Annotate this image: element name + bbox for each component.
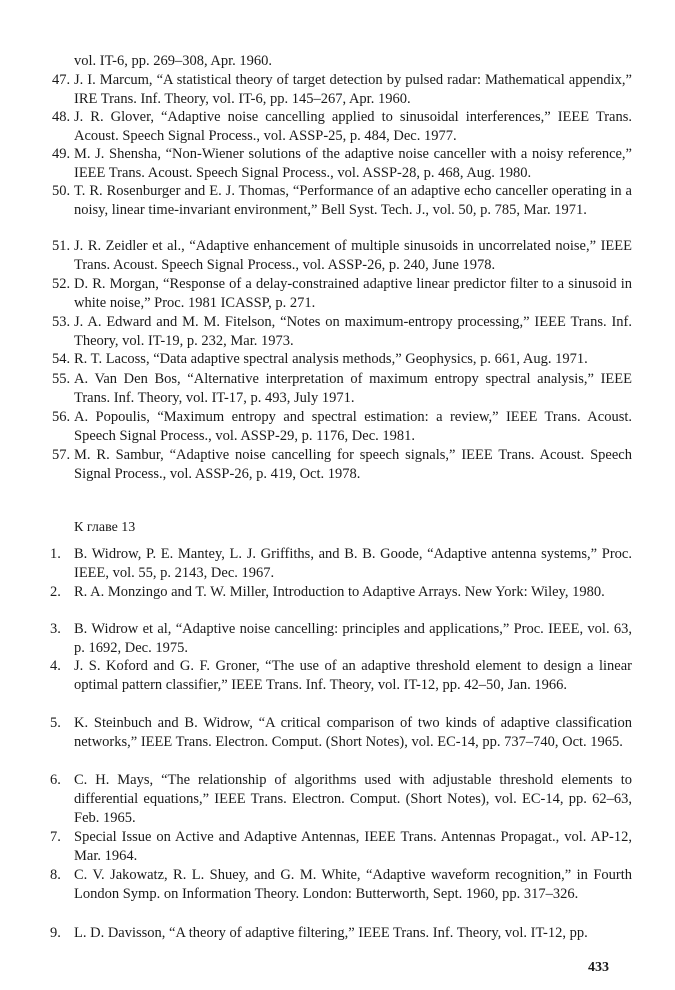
- reference-text: J. S. Koford and G. F. Groner, “The use of an adaptive threshold element to design a linear optimal pattern classifier,” IEEE Trans. Inf. Theory, vol. IT-12, pp. 42–50, Jan. 1966.: [74, 658, 632, 693]
- reference-item: [50, 583, 632, 602]
- reference-item: [50, 620, 632, 658]
- reference-number: 52.: [52, 276, 71, 292]
- reference-number: 54.: [52, 351, 71, 367]
- reference-text: R. A. Monzingo and T. W. Miller, Introduction to Adaptive Arrays. New York: Wiley, 1980.: [74, 584, 605, 600]
- reference-text: J. R. Zeidler et al., “Adaptive enhancement of multiple sinusoids in uncorrelated noise,” IEEE Trans. Acoust. Speech Signal Process., vol. ASSP-26, p. 240, June 1978.: [74, 238, 632, 273]
- reference-number: 53.: [52, 314, 71, 330]
- reference-item: [50, 924, 632, 943]
- reference-text: M. R. Sambur, “Adaptive noise cancelling for speech signals,” IEEE Trans. Acoust. Speech Signal Process., vol. ASSP-26, p. 419, Oct. 1978.: [74, 447, 632, 482]
- reference-number: 1.: [50, 546, 61, 562]
- reference-item: [52, 408, 632, 446]
- reference-number: 7.: [50, 829, 61, 845]
- reference-item: [52, 275, 632, 313]
- reference-text: J. I. Marcum, “A statistical theory of target detection by pulsed radar: Mathematical appendix,” IRE Trans. Inf. Theory, vol. IT-6, pp. 145–267, Apr. 1960.: [74, 72, 632, 107]
- reference-number: 49.: [52, 146, 71, 162]
- reference-item: [52, 350, 632, 369]
- reference-number: 8.: [50, 867, 61, 883]
- reference-text: C. V. Jakowatz, R. L. Shuey, and G. M. White, “Adaptive waveform recognition,” in Fourth London Symp. on Information Theory. London: Butterworth, Sept. 1960, pp. 317–326.: [74, 867, 632, 902]
- reference-item: [50, 828, 632, 866]
- reference-number: 57.: [52, 447, 71, 463]
- reference-number: 9.: [50, 925, 61, 941]
- reference-number: 47.: [52, 72, 71, 88]
- reference-item: [52, 370, 632, 408]
- reference-text: Special Issue on Active and Adaptive Antennas, IEEE Trans. Antennas Propagat., vol. AP-12, Mar. 1964.: [74, 829, 632, 864]
- reference-number: 3.: [50, 621, 61, 637]
- reference-item: [50, 545, 632, 583]
- reference-text: A. Van Den Bos, “Alternative interpretation of maximum entropy spectral analysis,” IEEE Trans. Inf. Theory, vol. IT-17, p. 493, July 1971.: [74, 371, 632, 406]
- reference-text: B. Widrow et al, “Adaptive noise cancelling: principles and applications,” Proc. IEEE, vol. 63, p. 1692, Dec. 1975.: [74, 621, 632, 656]
- reference-continuation: vol. IT-6, pp. 269–308, Apr. 1960.: [74, 53, 273, 69]
- reference-number: 56.: [52, 409, 71, 425]
- reference-number: 4.: [50, 658, 61, 674]
- reference-text: L. D. Davisson, “A theory of adaptive filtering,” IEEE Trans. Inf. Theory, vol. IT-12, pp.: [74, 925, 588, 941]
- reference-text: T. R. Rosenburger and E. J. Thomas, “Performance of an adaptive echo canceller operating in a noisy, linear time-invariant environment,” Bell Syst. Tech. J., vol. 50, p. 785, Mar. 1971.: [74, 183, 632, 218]
- reference-item: [50, 657, 632, 695]
- reference-item: [52, 108, 632, 146]
- reference-item: [52, 145, 632, 183]
- reference-number: 51.: [52, 238, 71, 254]
- reference-text: M. J. Shensha, “Non-Wiener solutions of the adaptive noise canceller with a noisy reference,” IEEE Trans. Acoust. Speech Signal Process., vol. ASSP-28, p. 468, Aug. 1980.: [74, 146, 632, 181]
- reference-number: 50.: [52, 183, 71, 199]
- reference-number: 2.: [50, 584, 61, 600]
- reference-item: [52, 71, 632, 109]
- reference-text: A. Popoulis, “Maximum entropy and spectral estimation: a review,” IEEE Trans. Acoust. Speech Signal Process., vol. ASSP-29, p. 1176, Dec. 1981.: [74, 409, 632, 444]
- reference-item: [50, 771, 632, 828]
- page-number: 433: [588, 960, 609, 975]
- reference-text: K. Steinbuch and B. Widrow, “A critical comparison of two kinds of adaptive classification networks,” IEEE Trans. Electron. Comput. (Short Notes), vol. EC-14, pp. 737–740, Oct. 1965.: [74, 715, 632, 750]
- reference-text: C. H. Mays, “The relationship of algorithms used with adjustable threshold elements to differential equations,” IEEE Trans. Electron. Comput. (Short Notes), vol. EC-14, pp. 62–63, Feb. 1965.: [74, 772, 632, 826]
- reference-item: [50, 866, 632, 904]
- reference-text: R. T. Lacoss, “Data adaptive spectral analysis methods,” Geophysics, p. 661, Aug. 1971.: [74, 351, 588, 367]
- reference-item: [50, 714, 632, 752]
- reference-text: B. Widrow, P. E. Mantey, L. J. Griffiths, and B. B. Goode, “Adaptive antenna systems,” Proc. IEEE, vol. 55, p. 2143, Dec. 1967.: [74, 546, 632, 581]
- reference-number: 55.: [52, 371, 71, 387]
- reference-number: 5.: [50, 715, 61, 731]
- reference-item: [52, 182, 632, 220]
- reference-number: 6.: [50, 772, 61, 788]
- reference-text: D. R. Morgan, “Response of a delay-constrained adaptive linear predictor filter to a sinusoid in white noise,” Proc. 1981 ICASSP, p. 271.: [74, 276, 632, 311]
- reference-item: [52, 313, 632, 351]
- reference-text: J. R. Glover, “Adaptive noise cancelling applied to sinusoidal interferences,” IEEE Trans. Acoust. Speech Signal Process., vol. ASSP-25, p. 484, Dec. 1977.: [74, 109, 632, 144]
- reference-number: 48.: [52, 109, 71, 125]
- reference-item: [52, 446, 632, 484]
- reference-item: [52, 237, 632, 275]
- section-heading: К главе 13: [74, 520, 136, 535]
- reference-text: J. A. Edward and M. M. Fitelson, “Notes on maximum-entropy processing,” IEEE Trans. Inf. Theory, vol. IT-19, p. 232, Mar. 1973.: [74, 314, 632, 349]
